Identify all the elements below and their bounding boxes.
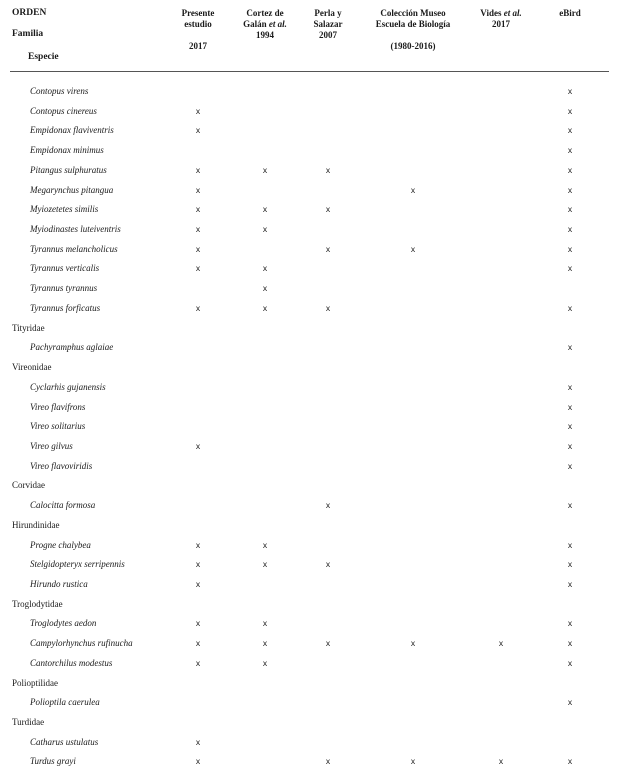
- presence-mark: x: [325, 500, 331, 511]
- presence-mark: x: [567, 263, 573, 274]
- presence-mark: x: [498, 638, 504, 649]
- presence-mark: x: [567, 184, 573, 195]
- species-row: [0, 555, 619, 575]
- header-col-line: Salazar: [313, 19, 343, 29]
- header-especie: Especie: [28, 52, 59, 62]
- presence-mark: x: [195, 204, 201, 215]
- presence-mark: x: [262, 618, 268, 629]
- species-name: Pachyramphus aglaiae: [30, 342, 114, 353]
- presence-mark: x: [410, 638, 416, 649]
- family-name: Tityridae: [12, 322, 45, 333]
- species-row: [0, 752, 619, 772]
- species-name: Turdus grayi: [30, 756, 76, 767]
- presence-mark: x: [567, 302, 573, 313]
- species-name: Contopus virens: [30, 86, 89, 96]
- species-name: Tyrannus melancholicus: [30, 243, 118, 254]
- header-col-1: [243, 8, 287, 41]
- header-col-4: [480, 8, 521, 30]
- presence-mark: x: [567, 756, 573, 767]
- presence-mark: x: [567, 657, 573, 668]
- presence-mark: x: [195, 559, 201, 570]
- presence-mark: x: [262, 164, 268, 175]
- presence-mark: x: [567, 440, 573, 451]
- species-name: Calocitta formosa: [30, 500, 96, 511]
- presence-mark: x: [195, 756, 201, 767]
- presence-mark: x: [567, 125, 573, 136]
- header-orden: ORDEN: [12, 8, 47, 18]
- presence-mark: x: [325, 204, 331, 215]
- species-name: Stelgidopteryx serripennis: [30, 559, 125, 570]
- presence-mark: x: [567, 164, 573, 175]
- header-col-line: Presente: [181, 8, 215, 18]
- species-row: [0, 240, 619, 260]
- presence-mark: x: [195, 164, 201, 175]
- family-row: [0, 674, 619, 694]
- presence-mark: x: [567, 579, 573, 589]
- species-name: Vireo flavifrons: [30, 401, 86, 412]
- presence-mark: x: [195, 125, 201, 136]
- species-row: [0, 634, 619, 654]
- presence-mark: x: [567, 421, 573, 432]
- header-col-line: eBird: [559, 8, 581, 18]
- species-name: Contopus cinereus: [30, 105, 97, 116]
- header-col-line: 2017: [491, 19, 510, 29]
- presence-mark: x: [195, 263, 201, 274]
- family-row: [0, 476, 619, 496]
- presence-mark: x: [567, 381, 573, 392]
- presence-mark: x: [567, 243, 573, 254]
- family-row: [0, 713, 619, 733]
- header-col-line: Perla y: [314, 8, 342, 18]
- presence-mark: x: [567, 539, 573, 550]
- presence-mark: x: [195, 243, 201, 254]
- header-col-line: Cortez de: [246, 8, 284, 18]
- presence-mark: x: [262, 657, 268, 668]
- presence-mark: x: [195, 579, 201, 589]
- species-name: Empidonax minimus: [30, 145, 104, 156]
- presence-mark: x: [567, 618, 573, 629]
- header-col-line: 1994: [255, 30, 274, 40]
- species-name: Polioptila caerulea: [30, 697, 100, 708]
- species-row: [0, 496, 619, 516]
- species-name: Tyrannus verticalis: [30, 263, 100, 274]
- presence-mark: x: [325, 638, 331, 649]
- presence-mark: x: [195, 539, 201, 550]
- species-row: [0, 437, 619, 457]
- species-name: Troglodytes aedon: [30, 618, 97, 629]
- header-rule: [10, 71, 609, 72]
- presence-mark: x: [567, 500, 573, 511]
- species-row: [0, 200, 619, 220]
- presence-mark: x: [195, 224, 201, 235]
- header-col-0: [182, 8, 215, 52]
- presence-mark: x: [567, 204, 573, 215]
- species-row: [0, 102, 619, 122]
- header-col-2: [314, 8, 343, 41]
- header-col-line: 2017: [188, 41, 207, 51]
- presence-mark: x: [567, 460, 573, 471]
- presence-mark: x: [567, 559, 573, 570]
- presence-mark: x: [567, 401, 573, 412]
- species-name: Empidonax flaviventris: [30, 125, 114, 136]
- presence-mark: x: [262, 638, 268, 649]
- header-col-line: (1980-2016): [390, 41, 436, 51]
- species-row: [0, 279, 619, 299]
- presence-mark: x: [262, 204, 268, 215]
- species-row: [0, 575, 619, 595]
- species-row: [0, 378, 619, 398]
- presence-mark: x: [567, 145, 573, 156]
- species-name: Campylorhynchus rufinucha: [30, 638, 133, 649]
- species-name: Tyrannus tyrannus: [30, 283, 98, 294]
- species-name: Vireo solitarius: [30, 421, 86, 432]
- header-col-5: [559, 8, 581, 19]
- header-col-line: Galán et al.: [243, 19, 287, 29]
- header-col-3: [376, 8, 451, 52]
- presence-mark: x: [195, 736, 201, 747]
- header-col-line: Colección Museo: [380, 8, 446, 18]
- family-name: Vireonidae: [12, 362, 52, 373]
- presence-mark: x: [262, 302, 268, 313]
- species-name: Progne chalybea: [30, 539, 91, 550]
- presence-mark: x: [262, 283, 268, 294]
- presence-mark: x: [567, 638, 573, 649]
- species-name: Vireo flavoviridis: [30, 460, 93, 471]
- header-col-line: estudio: [184, 19, 212, 29]
- family-name: Troglodytidae: [12, 598, 63, 609]
- header-familia: Familia: [12, 29, 44, 39]
- species-row: [0, 161, 619, 181]
- species-row: [0, 299, 619, 319]
- species-name: Catharus ustulatus: [30, 736, 99, 747]
- species-row: [0, 536, 619, 556]
- presence-mark: x: [567, 105, 573, 116]
- species-name: Pitangus sulphuratus: [30, 164, 107, 175]
- species-name: Cantorchilus modestus: [30, 657, 113, 668]
- family-name: Corvidae: [12, 480, 45, 491]
- species-row: [0, 259, 619, 279]
- presence-mark: x: [498, 756, 504, 767]
- presence-mark: x: [195, 105, 201, 116]
- presence-mark: x: [567, 697, 573, 708]
- presence-mark: x: [262, 559, 268, 570]
- presence-mark: x: [567, 224, 573, 235]
- family-name: Hirundinidae: [12, 519, 60, 530]
- presence-mark: x: [567, 86, 573, 96]
- header-col-line: [182, 30, 215, 41]
- family-row: [0, 516, 619, 536]
- species-row: [0, 733, 619, 753]
- presence-mark: x: [195, 302, 201, 313]
- species-row: [0, 457, 619, 477]
- species-name: Myiodinastes luteiventris: [30, 224, 121, 235]
- species-row: [0, 141, 619, 161]
- presence-mark: x: [410, 184, 416, 195]
- presence-mark: x: [325, 164, 331, 175]
- header-col-line: Vides et al.: [480, 8, 522, 18]
- species-row: [0, 82, 619, 102]
- presence-mark: x: [410, 243, 416, 254]
- header-col-line: [376, 30, 451, 41]
- species-row: [0, 398, 619, 418]
- family-name: Turdidae: [12, 717, 45, 728]
- species-row: [0, 220, 619, 240]
- species-row: [0, 417, 619, 437]
- family-row: [0, 319, 619, 339]
- presence-mark: x: [262, 539, 268, 550]
- species-row: [0, 614, 619, 634]
- species-name: Tyrannus forficatus: [30, 302, 101, 313]
- family-name: Polioptilidae: [12, 677, 58, 688]
- presence-mark: x: [325, 756, 331, 767]
- presence-mark: x: [262, 224, 268, 235]
- species-name: Hirundo rustica: [30, 579, 88, 589]
- species-name: Myiozetetes similis: [30, 204, 99, 215]
- presence-mark: x: [410, 756, 416, 767]
- presence-mark: x: [567, 342, 573, 353]
- species-row: [0, 693, 619, 713]
- presence-mark: x: [195, 618, 201, 629]
- presence-mark: x: [195, 638, 201, 649]
- species-row: [0, 654, 619, 674]
- header-col-line: 2007: [319, 30, 337, 40]
- species-name: Cyclarhis gujanensis: [30, 381, 106, 392]
- presence-mark: x: [195, 184, 201, 195]
- presence-mark: x: [325, 302, 331, 313]
- species-name: Vireo gilvus: [30, 440, 73, 451]
- presence-mark: x: [262, 263, 268, 274]
- presence-mark: x: [325, 243, 331, 254]
- species-row: [0, 181, 619, 201]
- presence-mark: x: [325, 559, 331, 570]
- family-row: [0, 595, 619, 615]
- header-col-line: Escuela de Biología: [375, 19, 451, 29]
- family-row: [0, 358, 619, 378]
- species-row: [0, 338, 619, 358]
- presence-mark: x: [195, 657, 201, 668]
- presence-mark: x: [195, 440, 201, 451]
- species-name: Megarynchus pitangua: [30, 184, 114, 195]
- species-row: [0, 121, 619, 141]
